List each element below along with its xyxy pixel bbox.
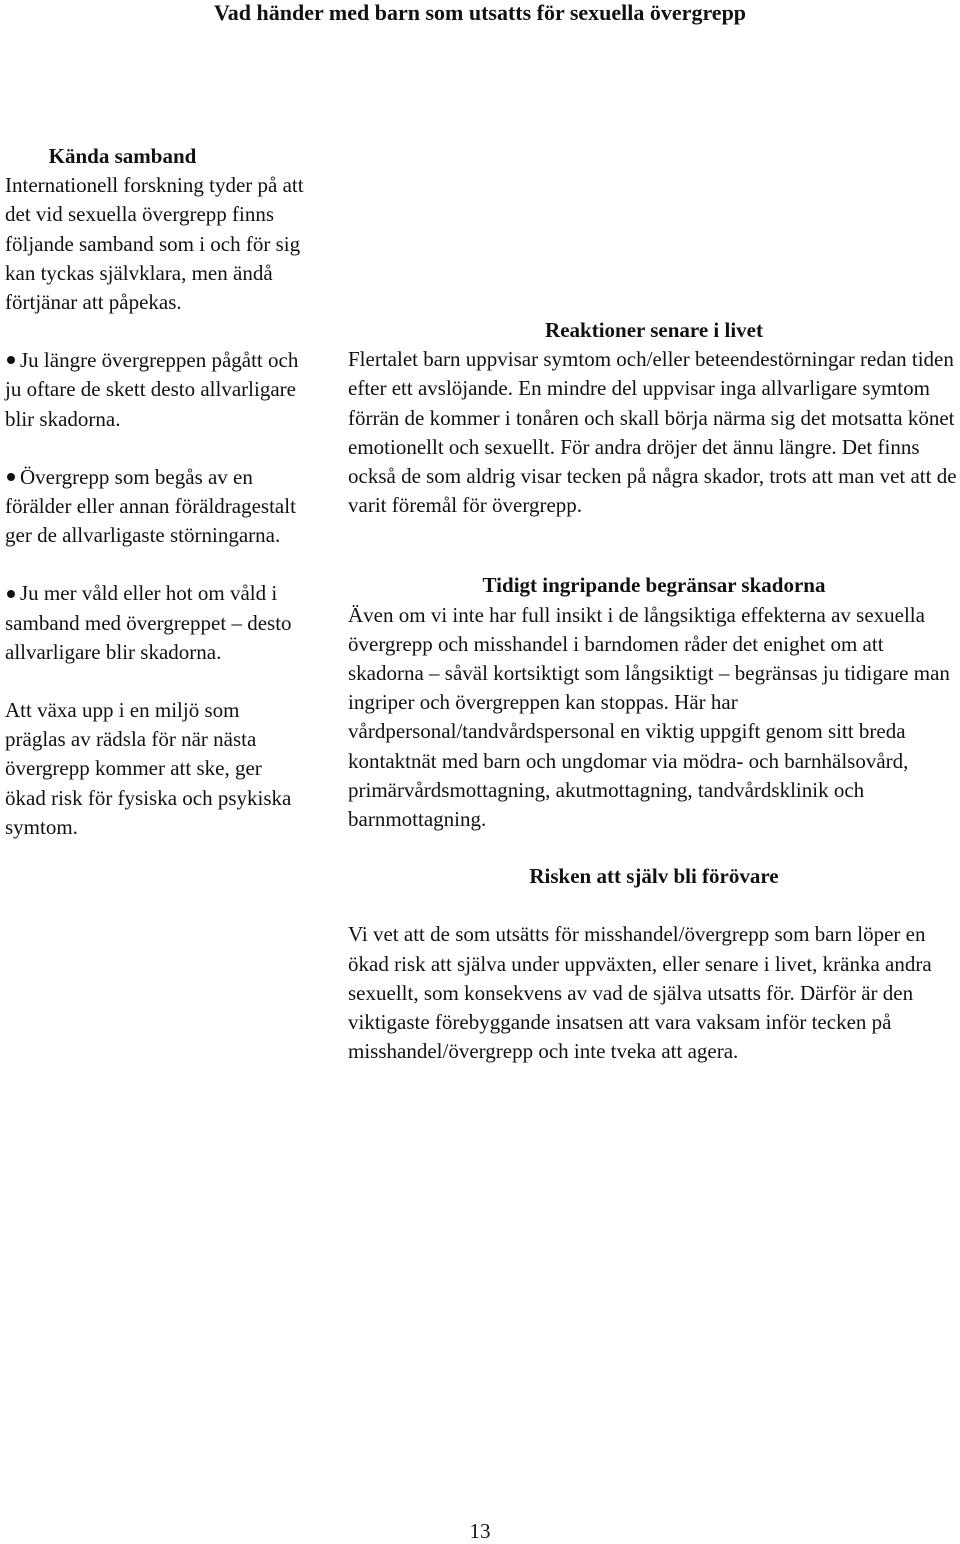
intro-paragraph: Internationell forskning tyder på att det vid sexuella övergrepp finns följande samband som i och för sig kan tyckas självklara, men ändå förtjänar att påpekas. xyxy=(5,173,304,315)
bullet-list xyxy=(5,346,305,667)
bullet-item xyxy=(5,463,305,551)
bullet-icon xyxy=(7,473,15,481)
page-number: 13 xyxy=(469,1519,491,1543)
bullet-item xyxy=(5,579,305,667)
left-column xyxy=(5,142,305,842)
right-column xyxy=(348,316,958,1066)
section-body-offender-risk: Vi vet att de som utsätts för misshandel/övergrepp som barn löper en ökad risk att själva under uppväxten, eller senare i livet, kränka andra sexuellt, som konsekvens av vad de själva utsatts för. Därför är den viktigaste förebyggande insatsen att vara vaksam inför tecken på misshandel/övergrepp och inte tveka att agera. xyxy=(348,922,932,1064)
bullet-icon xyxy=(7,356,15,364)
bullet-text: Ju mer våld eller hot om våld i samband med övergreppet – desto allvarligare blir skadorna. xyxy=(5,581,292,664)
page-title: Vad händer med barn som utsatts för sexuella övergrepp xyxy=(213,0,747,25)
section-heading-early-intervention: Tidigt ingripande begränsar skadorna xyxy=(482,573,826,598)
bullet-text: Övergrepp som begås av en förälder eller annan föräldragestalt ger de allvarligaste störningarna. xyxy=(5,464,296,548)
bullet-icon xyxy=(7,590,15,598)
section-heading-known-links: Kända samband xyxy=(48,144,197,168)
section-heading-later-reactions: Reaktioner senare i livet xyxy=(545,318,763,342)
bullet-item xyxy=(5,346,305,434)
bullet-text: Ju längre övergreppen pågått och ju oftare de skett desto allvarligare blir skadorna. xyxy=(5,348,299,431)
section-heading-offender-risk: Risken att själv bli förövare xyxy=(529,864,779,889)
section-body-early-intervention: Även om vi inte har full insikt i de långsiktiga effekterna av sexuella övergrepp och misshandel i barndomen råder det enighet om att skadorna – såväl kortsiktigt som långsiktigt – begränsas ju tidigare man ingriper och övergreppen kan stoppas. Här har vårdpersonal/tandvårdspersonal en viktig uppgift genom sitt breda kontaktnät med barn och ungdomar via mödra- och barnhälsovård, primärvårdsmottagning, akutmottagning, tandvårdsklinik och barnmottagning. xyxy=(348,602,950,832)
section-body-later-reactions: Flertalet barn uppvisar symtom och/eller beteendestörningar redan tiden efter ett avslöjande. En mindre del uppvisar inga allvarligare symtom förrän de kommer i tonåren och skall börja närma sig det motsatta könet emotionellt och sexuellt. För andra dröjer det ännu längre. Det finns också de som aldrig visar tecken på några skador, trots att man vet att de varit föremål för övergrepp. xyxy=(348,347,957,518)
closing-paragraph: Att växa upp i en miljö som präglas av rädsla för när nästa övergrepp kommer att ske, ger ökad risk för fysiska och psykiska symtom. xyxy=(5,698,292,839)
